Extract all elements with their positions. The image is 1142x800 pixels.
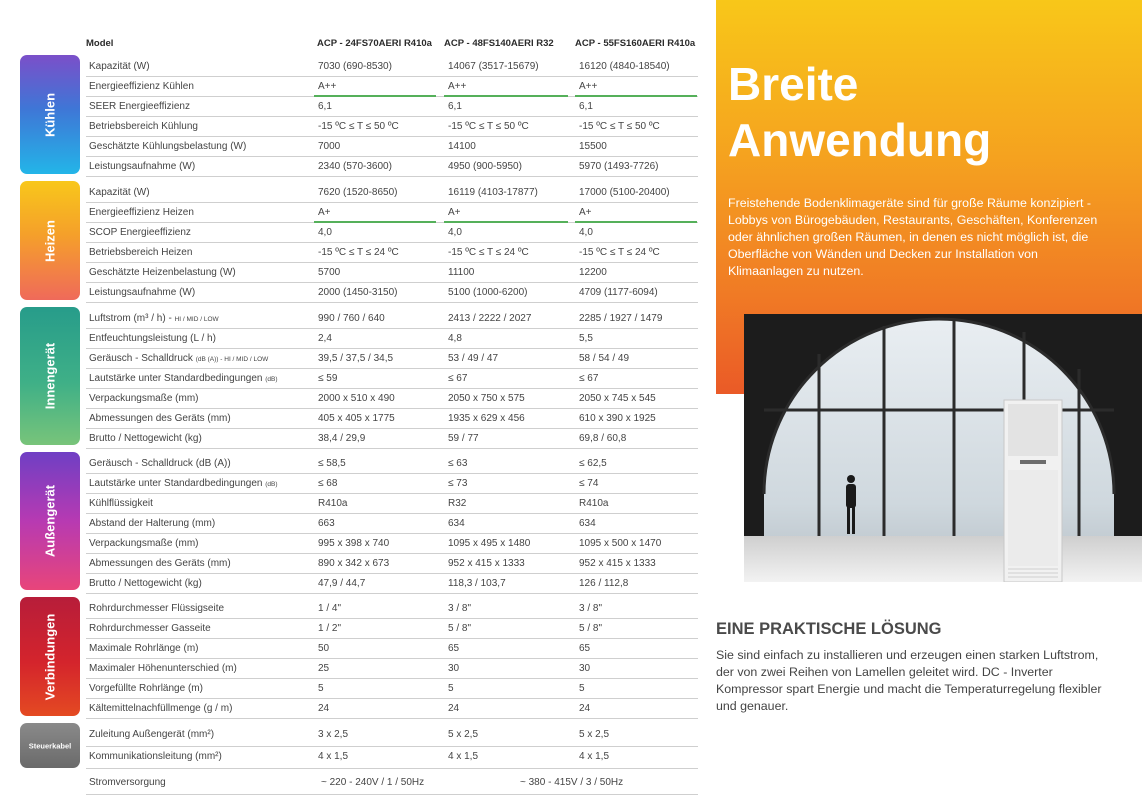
room-arch-illustration — [744, 314, 1142, 582]
cell-model-1: 663 — [318, 518, 335, 529]
cell-model-1: ≤ 68 — [318, 478, 338, 489]
row-label-suffix: HI / MID / LOW — [174, 316, 219, 323]
cell-model-1: 990 / 760 / 640 — [318, 313, 385, 324]
cell-model-2: 65 — [448, 643, 460, 654]
cell-model-2: 14067 (3517-15679) — [448, 61, 539, 72]
cell-model-1: A++ — [318, 81, 337, 92]
cell-model-3: ≤ 74 — [579, 478, 599, 489]
power-supply-row — [86, 773, 698, 795]
cell-model-3: 58 / 54 / 49 — [579, 353, 630, 364]
product-photo — [744, 314, 1142, 582]
cell-model-3: 65 — [579, 643, 591, 654]
cell-model-1: 5 — [318, 683, 324, 694]
row-label-main: Geräusch - Schalldruck — [89, 353, 193, 364]
row-label: Energieeffizienz Kühlen — [89, 81, 194, 92]
cell-model-3: -15 ºC ≤ T ≤ 50 ºC — [579, 121, 660, 132]
table-row — [86, 574, 698, 594]
cell-model-2: 30 — [448, 663, 460, 674]
table-row — [86, 263, 698, 283]
cell-model-2: ≤ 67 — [448, 373, 468, 384]
cell-model-1: 2,4 — [318, 333, 332, 344]
table-row — [86, 725, 698, 747]
row-label — [89, 478, 278, 489]
cell-model-1: A+ — [318, 207, 331, 218]
cell-model-2: 4950 (900-5950) — [448, 161, 522, 172]
cell-model-3: 5970 (1493-7726) — [579, 161, 659, 172]
cell-model-2: 3 / 8" — [448, 603, 472, 614]
row-label — [89, 313, 219, 324]
cell-model-2: 11100 — [448, 267, 475, 278]
table-row — [86, 534, 698, 554]
cell-model-2: 118,3 / 103,7 — [448, 578, 506, 589]
cell-model-2: 1095 x 495 x 1480 — [448, 538, 531, 549]
cell-model-3: 30 — [579, 663, 591, 674]
cell-model-3: 2285 / 1927 / 1479 — [579, 313, 663, 324]
cell-model-1: ≤ 59 — [318, 373, 338, 384]
category-heizen-label: Heizen — [42, 219, 58, 262]
cell-model-1: 4 x 1,5 — [318, 751, 349, 762]
cell-model-3: 126 / 112,8 — [579, 578, 629, 589]
cell-model-1: 1 / 4" — [318, 603, 342, 614]
cell-model-3: 16120 (4840-18540) — [579, 61, 670, 72]
cell-model-1: 1 / 2" — [318, 623, 342, 634]
solution-text: Sie sind einfach zu installieren und erzeugen einen starken Luftstrom, der von zwei Reihen von Lamellen geleitet wird. DC - Inverter Kompressor spart Energie und macht die Temperaturregelung flexibler und genauer. — [716, 648, 1102, 713]
category-aussengeraet-label: Außengerät — [42, 484, 58, 558]
cell-model-2: A+ — [448, 207, 461, 218]
row-label: Verpackungsmaße (mm) — [89, 393, 199, 404]
cell-model-2: 5 x 2,5 — [448, 729, 479, 740]
row-label: Brutto / Nettogewicht (kg) — [89, 578, 202, 589]
row-label: Abstand der Halterung (mm) — [89, 518, 216, 529]
header-model: Model — [86, 38, 114, 49]
cell-model-2: 5 — [448, 683, 454, 694]
cell-model-2: 952 x 415 x 1333 — [448, 558, 525, 569]
header-model-55fs160: ACP - 55FS160AERI R410a — [575, 38, 696, 49]
category-innengeraet-label: Innengerät — [42, 342, 58, 410]
cell-model-2: 5 / 8" — [448, 623, 472, 634]
cell-model-2: -15 ºC ≤ T ≤ 50 ºC — [448, 121, 529, 132]
table-row — [86, 599, 698, 619]
category-kuehlen-label: Kühlen — [42, 92, 58, 137]
hero-title-line-1: Breite — [728, 58, 859, 110]
cell-model-3: A+ — [579, 207, 592, 218]
row-label — [89, 373, 278, 384]
cell-model-3: 4,0 — [579, 227, 593, 238]
row-label-suffix: (dB) — [265, 481, 278, 488]
cell-model-2: 5100 (1000-6200) — [448, 287, 528, 298]
cell-model-1: 47,9 / 44,7 — [318, 578, 366, 589]
cell-model-3: 952 x 415 x 1333 — [579, 558, 656, 569]
air-conditioner-unit — [1004, 400, 1062, 582]
cell-model-3: 2050 x 745 x 545 — [579, 393, 656, 404]
table-row — [86, 117, 698, 137]
row-label-main: Lautstärke unter Standardbedingungen — [89, 478, 263, 489]
cell-model-3: 5,5 — [579, 333, 593, 344]
table-row — [86, 639, 698, 659]
row-label: Energieeffizienz Heizen — [89, 207, 194, 218]
cell-model-2: 14100 — [448, 141, 476, 152]
row-label: Kapazität (W) — [89, 61, 150, 72]
table-row — [86, 157, 698, 177]
header-model-24fs70: ACP - 24FS70AERI R410a — [317, 38, 432, 49]
hero-title — [728, 56, 991, 168]
table-row — [86, 137, 698, 157]
cell-model-3: 5 / 8" — [579, 623, 603, 634]
row-label: Geräusch - Schalldruck (dB (A)) — [89, 458, 231, 469]
row-label-main: Lautstärke unter Standardbedingungen — [89, 373, 263, 384]
cell-model-1: -15 ºC ≤ T ≤ 50 ºC — [318, 121, 399, 132]
cell-model-2: 2050 x 750 x 575 — [448, 393, 525, 404]
table-row — [86, 57, 698, 77]
cell-model-1: 2340 (570-3600) — [318, 161, 392, 172]
table-row — [86, 77, 698, 97]
row-label: Leistungsaufnahme (W) — [89, 161, 196, 172]
cell-model-2: 4,8 — [448, 333, 462, 344]
cell-model-1: 3 x 2,5 — [318, 729, 349, 740]
row-label: Kühlflüssigkeit — [89, 498, 153, 509]
cell-model-3: 15500 — [579, 141, 607, 152]
table-row — [86, 409, 698, 429]
row-label: Kältemittelnachfüllmenge (g / m) — [89, 703, 233, 714]
power-supply-three-phase: ~ 380 - 415V / 3 / 50Hz — [520, 777, 624, 788]
cell-model-3: 12200 — [579, 267, 607, 278]
table-row — [86, 619, 698, 639]
cell-model-1: ≤ 58,5 — [318, 458, 346, 469]
row-label — [89, 353, 268, 364]
row-label: Maximale Rohrlänge (m) — [89, 643, 199, 654]
cell-model-1: 7000 — [318, 141, 341, 152]
table-row — [86, 369, 698, 389]
category-steuerkabel-label: Steuerkabel — [28, 741, 72, 750]
row-label: Betriebsbereich Heizen — [89, 247, 193, 258]
cell-model-1: 39,5 / 37,5 / 34,5 — [318, 353, 394, 364]
table-row — [86, 203, 698, 223]
cell-model-3: ≤ 62,5 — [579, 458, 607, 469]
cell-model-1: 2000 (1450-3150) — [318, 287, 398, 298]
cell-model-2: 6,1 — [448, 101, 462, 112]
cell-model-3: 4 x 1,5 — [579, 751, 610, 762]
table-row — [86, 349, 698, 369]
cell-model-3: 610 x 390 x 1925 — [579, 413, 656, 424]
cell-model-1: -15 ºC ≤ T ≤ 24 ºC — [318, 247, 399, 258]
table-row — [86, 514, 698, 534]
row-label: Maximaler Höhenunterschied (m) — [89, 663, 237, 674]
cell-model-2: R32 — [448, 498, 467, 509]
row-label: Kommunikationsleitung (mm²) — [89, 751, 222, 762]
cell-model-1: 7620 (1520-8650) — [318, 187, 398, 198]
category-steuerkabel — [20, 723, 80, 768]
cell-model-3: 69,8 / 60,8 — [579, 433, 627, 444]
table-row — [86, 474, 698, 494]
table-row — [86, 329, 698, 349]
cell-model-3: 17000 (5100-20400) — [579, 187, 670, 198]
cell-model-3: 634 — [579, 518, 596, 529]
cell-model-3: -15 ºC ≤ T ≤ 24 ºC — [579, 247, 660, 258]
cell-model-1: 890 x 342 x 673 — [318, 558, 390, 569]
cell-model-2: 16119 (4103-17877) — [448, 187, 538, 198]
cell-model-3: 5 — [579, 683, 585, 694]
row-label: Entfeuchtungsleistung (L / h) — [89, 333, 216, 344]
cell-model-1: R410a — [318, 498, 348, 509]
category-kuehlen — [20, 55, 80, 174]
cell-model-2: 4 x 1,5 — [448, 751, 479, 762]
cell-model-2: -15 ºC ≤ T ≤ 24 ºC — [448, 247, 529, 258]
row-label-main: Luftstrom (m³ / h) - — [89, 313, 172, 324]
hero-description: Freistehende Bodenklimageräte sind für große Räume konzipiert - Lobbys von Bürogebäuden, Restaurants, Geschäften, Konferenzen oder ähnlichen großen Räumen, in denen es nicht möglich ist, die Oberfläche von Wänden und Decken zur Installation von Klimaanlagen zu nutzen. — [728, 196, 1098, 278]
row-label: Vorgefüllte Rohrlänge (m) — [89, 683, 203, 694]
cell-model-2: 24 — [448, 703, 460, 714]
table-row — [86, 494, 698, 514]
row-label: Geschätzte Kühlungsbelastung (W) — [89, 141, 247, 152]
cell-model-2: 2413 / 2222 / 2027 — [448, 313, 532, 324]
row-label: Zuleitung Außengerät (mm²) — [89, 729, 215, 740]
table-row — [86, 97, 698, 117]
row-label: Abmessungen des Geräts (mm) — [89, 413, 231, 424]
category-innengeraet — [20, 307, 80, 445]
cell-model-3: 5 x 2,5 — [579, 729, 610, 740]
row-label: SCOP Energieeffizienz — [89, 227, 191, 238]
cell-model-3: 6,1 — [579, 101, 593, 112]
row-label: Verpackungsmaße (mm) — [89, 538, 199, 549]
cell-model-1: 38,4 / 29,9 — [318, 433, 366, 444]
solution-heading: EINE PRAKTISCHE LÖSUNG — [716, 620, 942, 638]
cell-model-3: ≤ 67 — [579, 373, 599, 384]
header-model-48fs140: ACP - 48FS140AERI R32 — [444, 38, 554, 49]
cell-model-3: 4709 (1177-6094) — [579, 287, 658, 298]
table-row — [86, 283, 698, 303]
row-label-suffix: (dB (A)) - HI / MID / LOW — [195, 356, 269, 363]
table-row — [86, 699, 698, 719]
table-row — [86, 309, 698, 329]
cell-model-3: 3 / 8" — [579, 603, 603, 614]
cell-model-1: 2000 x 510 x 490 — [318, 393, 395, 404]
row-label: Geschätzte Heizenbelastung (W) — [89, 267, 236, 278]
cell-model-2: 59 / 77 — [448, 433, 479, 444]
cell-model-1: 50 — [318, 643, 330, 654]
table-row — [86, 183, 698, 203]
cell-model-2: 1935 x 629 x 456 — [448, 413, 525, 424]
cell-model-2: ≤ 63 — [448, 458, 468, 469]
table-row — [86, 223, 698, 243]
category-verbindungen-label: Verbindungen — [42, 613, 58, 700]
row-label: Abmessungen des Geräts (mm) — [89, 558, 231, 569]
table-row — [86, 429, 698, 449]
table-row — [86, 747, 698, 769]
row-label: Rohrdurchmesser Flüssigseite — [89, 603, 225, 614]
cell-model-1: 4,0 — [318, 227, 332, 238]
table-row — [86, 389, 698, 409]
cell-model-3: 24 — [579, 703, 591, 714]
category-aussengeraet — [20, 452, 80, 590]
category-verbindungen — [20, 597, 80, 716]
cell-model-1: 25 — [318, 663, 330, 674]
table-row — [86, 243, 698, 263]
table-row — [86, 554, 698, 574]
cell-model-1: 7030 (690-8530) — [318, 61, 392, 72]
cell-model-1: 24 — [318, 703, 330, 714]
cell-model-1: 6,1 — [318, 101, 332, 112]
cell-model-2: ≤ 73 — [448, 478, 468, 489]
row-label: Leistungsaufnahme (W) — [89, 287, 196, 298]
cell-model-3: R410a — [579, 498, 609, 509]
hero-title-line-2: Anwendung — [728, 114, 992, 166]
row-label: Brutto / Nettogewicht (kg) — [89, 433, 202, 444]
cell-model-3: A++ — [579, 81, 598, 92]
row-label: Betriebsbereich Kühlung — [89, 121, 198, 132]
row-label: SEER Energieeffizienz — [89, 101, 190, 112]
row-label-suffix: (dB) — [265, 376, 278, 383]
power-supply-single-phase: ~ 220 - 240V / 1 / 50Hz — [321, 777, 425, 788]
cell-model-1: 995 x 398 x 740 — [318, 538, 390, 549]
cell-model-2: 53 / 49 / 47 — [448, 353, 499, 364]
row-label: Kapazität (W) — [89, 187, 150, 198]
table-row — [86, 454, 698, 474]
table-row — [86, 659, 698, 679]
cell-model-1: 5700 — [318, 267, 341, 278]
cell-model-3: 1095 x 500 x 1470 — [579, 538, 662, 549]
cell-model-2: A++ — [448, 81, 467, 92]
table-row — [86, 679, 698, 699]
cell-model-2: 4,0 — [448, 227, 462, 238]
row-label: Rohrdurchmesser Gasseite — [89, 623, 211, 634]
cell-model-2: 634 — [448, 518, 465, 529]
cell-model-1: 405 x 405 x 1775 — [318, 413, 395, 424]
category-heizen — [20, 181, 80, 300]
row-label: Stromversorgung — [89, 777, 166, 788]
